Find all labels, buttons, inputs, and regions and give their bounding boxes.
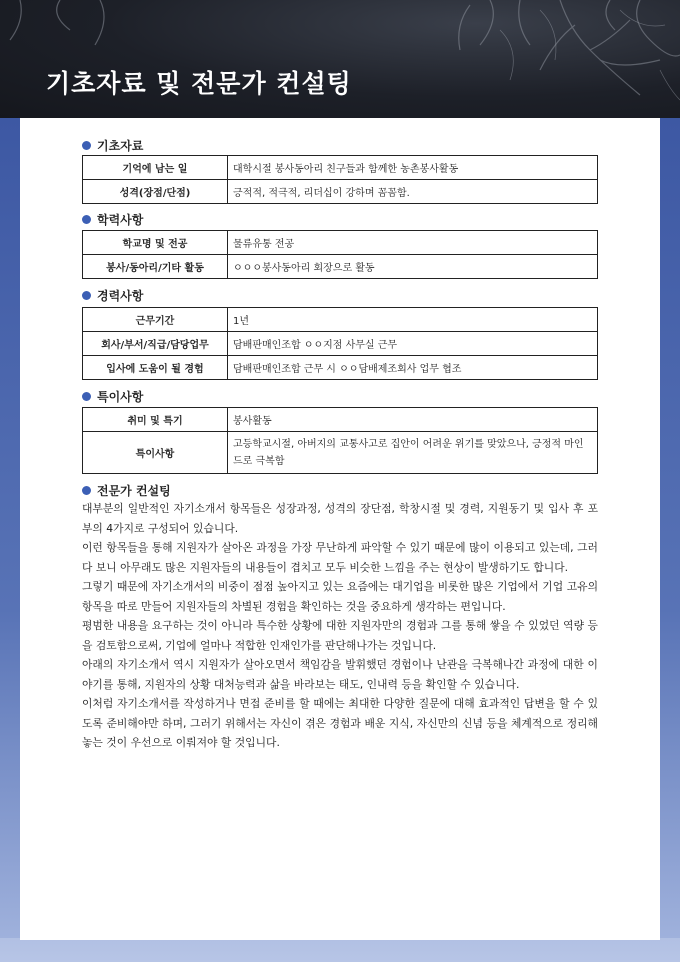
table-row (83, 432, 598, 474)
consulting-body (82, 499, 598, 753)
table-value: 긍적적, 적극적, 리더십이 강하며 꼼꼼함. (228, 180, 598, 204)
paragraph: 아래의 자기소개서 역시 지원자가 살아오면서 책임감을 발휘했던 경험이나 난관을 극복해나간 과정에 대한 이야기를 통해, 지원자의 상황 대처능력과 삶을 바라보는 태도, 인내력 등을 확인할 수 있습니다. (82, 658, 598, 691)
table-key: 입사에 도움이 될 경험 (83, 356, 228, 380)
table-key: 학교명 및 전공 (83, 231, 228, 255)
section-special-heading: 특이사항 (82, 388, 143, 405)
table-key: 근무기간 (83, 308, 228, 332)
table-value: 담배판매인조합 ㅇㅇ지점 사무실 근무 (228, 332, 598, 356)
table-row (83, 408, 598, 432)
paragraph: 대부분의 일반적인 자기소개서 항목들은 성장과정, 성격의 장단점, 학창시절 및 경력, 지원동기 및 입사 후 포부의 4가지로 구성되어 있습니다. (82, 502, 598, 535)
section-basic-heading: 기초자료 (82, 137, 143, 154)
section-consulting-heading: 전문가 컨설팅 (82, 482, 171, 499)
right-frame (660, 118, 680, 938)
table-value: 대학시절 봉사동아리 친구들과 함께한 농촌봉사활동 (228, 156, 598, 180)
table-row (83, 356, 598, 380)
education-table (82, 230, 598, 279)
paragraph: 평범한 내용을 요구하는 것이 아니라 특수한 상황에 대한 지원자만의 경험과 그를 통해 쌓을 수 있었던 역량 등을 검토함으로써, 기업에 얼마나 적합한 인재인가를 판단해나가는 것입니다. (82, 619, 598, 652)
special-table (82, 407, 598, 474)
table-key: 봉사/동아리/기타 활동 (83, 255, 228, 279)
bullet-dot-icon (82, 141, 91, 150)
table-value: 물류유통 전공 (228, 231, 598, 255)
table-row (83, 308, 598, 332)
table-row (83, 231, 598, 255)
table-value: ㅇㅇㅇ봉사동아리 회장으로 활동 (228, 255, 598, 279)
section-career-heading: 경력사항 (82, 287, 143, 304)
bullet-dot-icon (82, 215, 91, 224)
table-value: 봉사활동 (228, 408, 598, 432)
header-banner (0, 0, 680, 118)
table-key: 기억에 남는 일 (83, 156, 228, 180)
section-education-heading: 학력사항 (82, 211, 143, 228)
table-key: 취미 및 특기 (83, 408, 228, 432)
basic-info-table (82, 155, 598, 204)
table-row (83, 255, 598, 279)
table-key: 특이사항 (83, 432, 228, 474)
page-title: 기초자료 및 전문가 컨설팅 (46, 69, 352, 98)
table-key: 성격(장점/단점) (83, 180, 228, 204)
table-row (83, 180, 598, 204)
paragraph: 그렇기 때문에 자기소개서의 비중이 점점 높아지고 있는 요즘에는 대기업을 비롯한 많은 기업에서 기업 고유의 항목을 따로 만들어 지원자들의 차별된 경험을 확인하는 것을 중요하게 생각하는 편입니다. (82, 580, 598, 613)
bullet-dot-icon (82, 392, 91, 401)
table-value: 고등학교시절, 아버지의 교통사고로 집안이 어려운 위기를 맞았으나, 긍정적 마인드로 극복함 (228, 432, 598, 474)
career-table (82, 307, 598, 380)
coral-branch-icon (0, 0, 680, 118)
table-value: 1년 (228, 308, 598, 332)
paragraph: 이런 항목들을 통해 지원자가 살아온 과정을 가장 무난하게 파악할 수 있기 때문에 많이 이용되고 있는데, 그러다 보니 아무래도 많은 지원자들의 내용들이 겹치고 모두 비슷한 느낌을 주는 현상이 발생하기도 합니다. (82, 541, 598, 574)
paragraph: 이처럼 자기소개서를 작성하거나 면접 준비를 할 때에는 최대한 다양한 질문에 대해 효과적인 답변을 할 수 있도록 준비해야만 하며, 그러기 위해서는 자신이 겪은 경험과 배운 지식, 자신만의 신념 등을 체계적으로 정리해놓는 것이 우선으로 이뤄져야 할 것입니다. (82, 697, 598, 749)
table-key: 회사/부서/직급/담당업무 (83, 332, 228, 356)
bullet-dot-icon (82, 291, 91, 300)
left-frame (0, 118, 20, 938)
table-row (83, 332, 598, 356)
table-row (83, 156, 598, 180)
table-value: 담배판매인조합 근무 시 ㅇㅇ담배제조회사 업무 협조 (228, 356, 598, 380)
bullet-dot-icon (82, 486, 91, 495)
